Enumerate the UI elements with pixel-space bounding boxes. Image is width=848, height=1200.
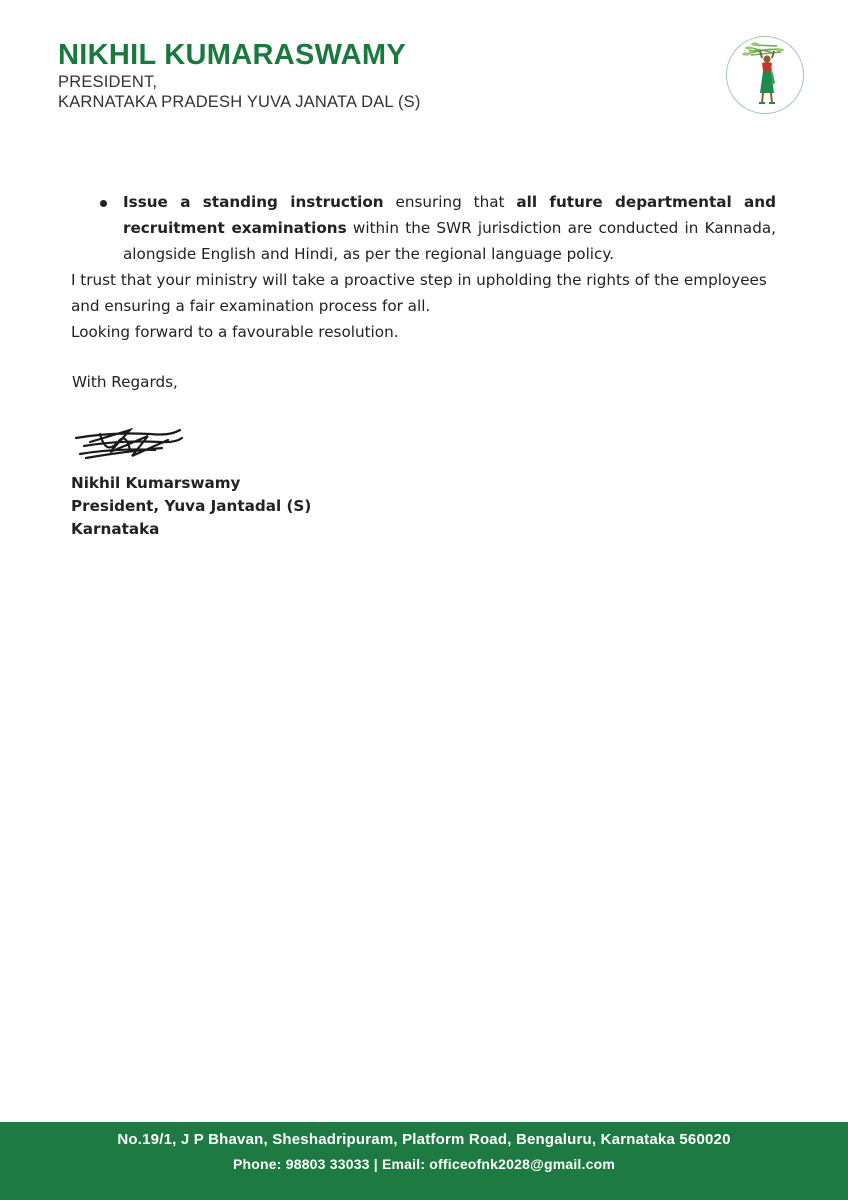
bullet-bold-2: all future departmental and recruitment examinations (123, 193, 776, 237)
paragraph-looking-forward: Looking forward to a favourable resolution. (71, 323, 399, 341)
footer-contact: Phone: 98803 33033 | Email: officeofnk2028@gmail.com (232, 1156, 615, 1172)
bullet-item (96, 189, 776, 267)
designation-line-1: PRESIDENT, (58, 73, 158, 91)
bullet-text-2: within the SWR jurisdiction are conducted in Kannada, alongside English and Hindi, as per the regional language policy. (123, 219, 776, 263)
bullet-bold-1: Issue a standing instruction (123, 193, 384, 211)
handwritten-signature-icon (70, 412, 200, 472)
body-paragraphs (71, 267, 776, 345)
signer-title: President, Yuva Jantadal (S) (71, 497, 312, 515)
designation-line-2: KARNATAKA PRADESH YUVA JANATA DAL (S) (58, 93, 421, 111)
letterhead-name: NIKHIL KUMARASWAMY (58, 39, 407, 71)
closing-salutation: With Regards, (72, 373, 178, 391)
paragraph-trust: I trust that your ministry will take a proactive step in upholding the rights of the employees and ensuring a fair examination process for all. (71, 271, 767, 315)
bullet-text (123, 189, 776, 267)
bullet-dot-icon (100, 200, 107, 207)
footer-address: No.19/1, J P Bhavan, Sheshadripuram, Platform Road, Bengaluru, Karnataka 560020 (117, 1131, 731, 1148)
signer-location: Karnataka (71, 520, 160, 538)
bullet-text-1: ensuring that (383, 193, 517, 211)
party-logo-icon (726, 36, 804, 114)
signer-block (71, 472, 311, 541)
signer-name: Nikhil Kumarswamy (71, 474, 241, 492)
letterhead-header (58, 38, 421, 112)
letterhead-footer (0, 1122, 848, 1200)
